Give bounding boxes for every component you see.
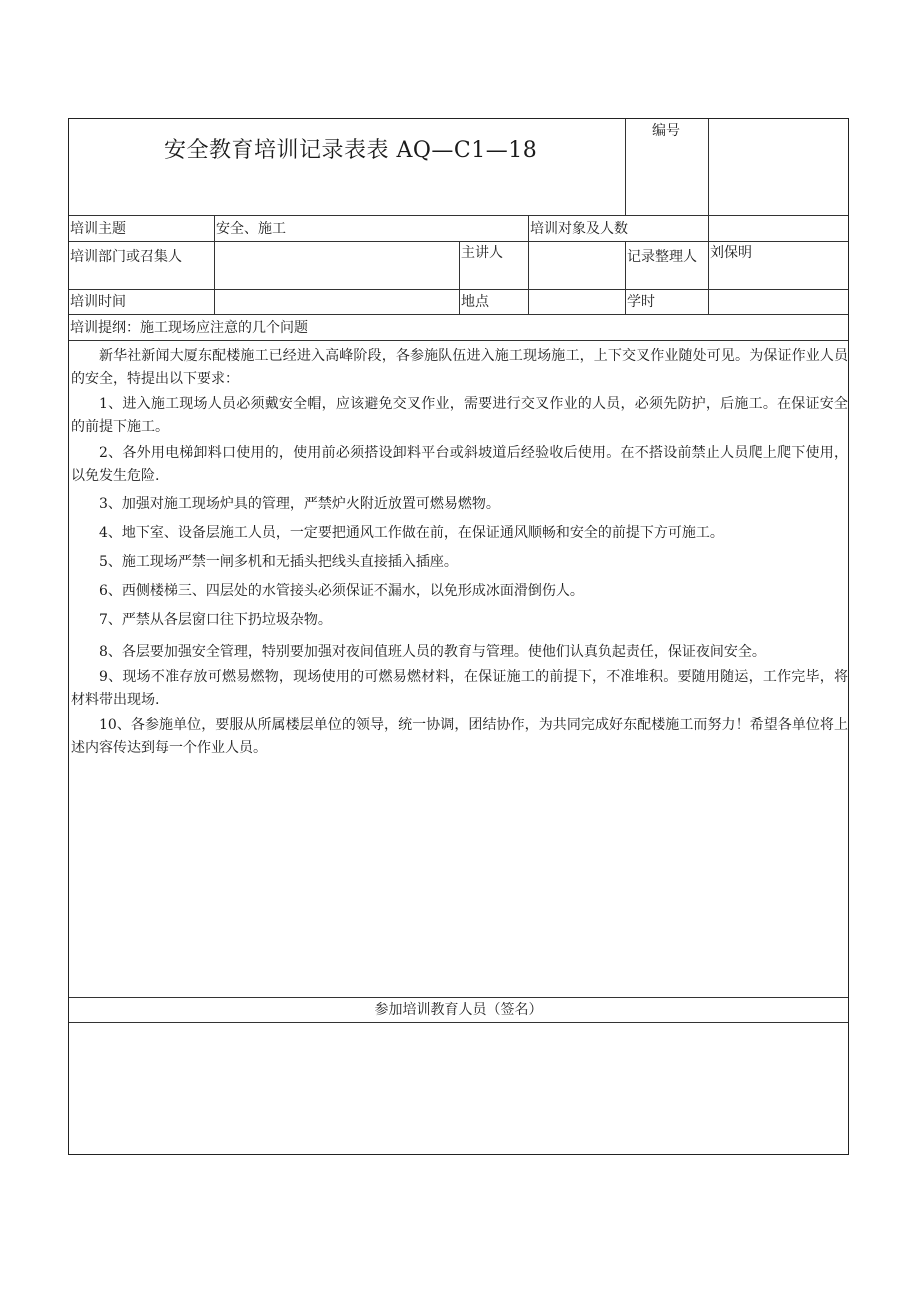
lecturer-label: 主讲人: [461, 245, 503, 261]
topic-value[interactable]: 安全、施工: [216, 221, 286, 237]
outline-item: 8、各层要加强安全管理，特别要加强对夜间值班人员的教育与管理。使他们认真负起责任，保证夜间安全。: [99, 644, 766, 660]
divider: [69, 340, 848, 341]
signature-label: 参加培训教育人员（签名）: [374, 1002, 543, 1018]
location-label: 地点: [461, 294, 489, 310]
outline-item: 2、各外用电梯卸料口使用的，使用前必须搭设卸料平台或斜坡道后经验收后使用。在不搭设前禁止人员爬上爬下使用，以免发生危险.: [71, 445, 848, 484]
outline-item: 5、施工现场严禁一闸多机和无插头把线头直接插入插座。: [99, 554, 458, 570]
divider: [69, 997, 848, 998]
outline-item: 1、进入施工现场人员必须戴安全帽，应该避免交叉作业，需要进行交叉作业的人员，必须先防护，后施工。在保证安全的前提下施工。: [71, 396, 848, 435]
divider: [214, 289, 215, 314]
divider: [459, 241, 460, 289]
training-record-form: [68, 118, 849, 1155]
divider: [528, 215, 529, 241]
outline-label: 培训提纲：施工现场应注意的几个问题: [70, 320, 308, 336]
audience-label: 培训对象及人数: [530, 221, 628, 237]
divider: [459, 289, 460, 314]
divider: [625, 119, 626, 215]
outline-item: 4、地下室、设备层施工人员，一定要把通风工作做在前，在保证通风顺畅和安全的前提下方可施工。: [99, 525, 724, 541]
divider: [214, 241, 215, 289]
divider: [69, 314, 848, 315]
divider: [528, 289, 529, 314]
recorder-value[interactable]: 刘保明: [710, 245, 752, 261]
divider: [69, 215, 848, 216]
time-label: 培训时间: [70, 294, 126, 310]
divider: [625, 289, 626, 314]
hours-label: 学时: [627, 294, 655, 310]
recorder-label: 记录整理人: [627, 249, 697, 265]
divider: [708, 289, 709, 314]
outline-item: 3、加强对施工现场炉具的管理，严禁炉火附近放置可燃易燃物。: [99, 496, 500, 512]
form-title: 安全教育培训记录表表 AQ—C1—18: [164, 138, 538, 163]
divider: [708, 241, 709, 289]
divider: [528, 241, 529, 289]
signature-area[interactable]: [69, 1023, 848, 1154]
number-label: 编号: [652, 123, 680, 139]
department-label: 培训部门或召集人: [70, 249, 182, 265]
outline-item: 9、现场不准存放可燃易燃物，现场使用的可燃易燃材料，在保证施工的前提下，不准堆积。要随用随运，工作完毕，将材料带出现场.: [71, 669, 848, 708]
outline-content: [71, 345, 848, 762]
outline-item: 6、西侧楼梯三、四层处的水管接头必须保证不漏水，以免形成冰面滑倒伤人。: [99, 583, 584, 599]
outline-item: 10、各参施单位，要服从所属楼层单位的领导，统一协调，团结协作，为共同完成好东配楼施工而努力！希望各单位将上述内容传达到每一个作业人员。: [71, 717, 848, 756]
divider: [708, 119, 709, 215]
outline-item: 7、严禁从各层窗口往下扔垃圾杂物。: [99, 612, 332, 628]
outline-intro: 新华社新闻大厦东配楼施工已经进入高峰阶段，各参施队伍进入施工现场施工，上下交叉作业随处可见。为保证作业人员的安全，特提出以下要求：: [71, 348, 848, 387]
divider: [625, 241, 626, 289]
divider: [708, 215, 709, 241]
divider: [214, 215, 215, 241]
topic-label: 培训主题: [70, 221, 126, 237]
